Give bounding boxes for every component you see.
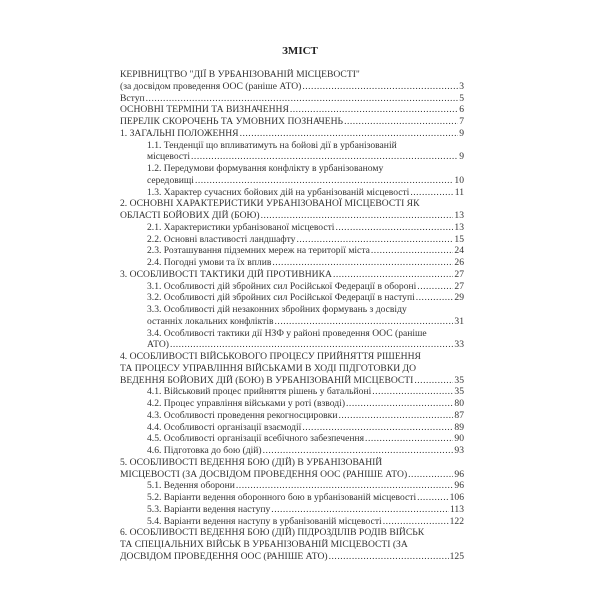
toc-entry[interactable] [120, 116, 464, 128]
toc-entry-text: ТА ПРОЦЕСУ УПРАВЛІННЯ ВІЙСЬКАМИ В ХОДІ ПІДГОТОВКИ ДО [120, 362, 417, 374]
dot-leader [261, 210, 454, 222]
toc-entry-text: АТО) [147, 339, 169, 351]
toc-entry[interactable] [120, 351, 464, 386]
toc-entry-text: 3.1. Особливості дій збройних сил Російської Федерації в обороні [147, 280, 417, 292]
toc-entry[interactable] [120, 234, 464, 246]
toc-entry-text: 4.1. Військовий процес прийняття рішень у батальйоні [147, 386, 372, 398]
dot-leader [296, 234, 453, 246]
toc-entry-text: ВЕДЕННЯ БОЙОВИХ ДІЙ (БОЮ) В УРБАНІЗОВАНІЙ МІСЦЕВОСТІ [120, 374, 414, 386]
page-number: 122 [449, 515, 464, 527]
toc-entry-text: ОСНОВНІ ТЕРМІНИ ТА ВИЗНАЧЕННЯ [120, 104, 289, 116]
page-number: 6 [459, 104, 464, 116]
dot-leader [346, 398, 453, 410]
toc-entry-text: 5.4. Варіанти ведення наступу в урбанізованій місцевості [147, 515, 382, 527]
toc-entry[interactable] [120, 245, 464, 257]
dot-leader [371, 245, 454, 257]
dot-leader [372, 386, 453, 398]
dot-leader [272, 257, 453, 269]
toc-entry-text: ДОСВІДОМ ПРОВЕДЕННЯ ООС (РАНІШЕ АТО) [120, 550, 328, 562]
dot-leader [414, 375, 453, 387]
dot-leader [191, 151, 458, 163]
dot-leader [417, 492, 449, 504]
toc-entry-text: середовищі [147, 174, 194, 186]
dot-leader [338, 410, 453, 422]
page-number: 27 [454, 268, 464, 280]
page-number: 3 [459, 80, 464, 92]
toc-entry-text: 3.3. Особливості дій незаконних збройних формувань з досвіду [147, 304, 407, 315]
toc-entry[interactable] [120, 257, 464, 269]
toc-entry-text: 3.4. Особливості тактики дії НЗФ у районі проведення ООС (раніше [147, 327, 427, 339]
page-number: 33 [454, 339, 464, 351]
page-number: 13 [454, 210, 464, 221]
toc-entry[interactable] [120, 480, 464, 492]
toc-entry-text: МІСЦЕВОСТІ (ЗА ДОСВІДОМ ПРОВЕДЕННЯ ООС (РАНІШЕ АТО) [120, 468, 408, 480]
toc-entry-text: 5. ОСОБЛИВОСТІ ВЕДЕННЯ БОЮ (ДІЙ) В УРБАНІЗОВАНІЙ [120, 456, 383, 468]
dot-leader [365, 433, 453, 445]
dot-leader [146, 93, 459, 105]
toc-entry-text: 5.2. Варіанти ведення оборонного бою в урбанізованій місцевості [147, 492, 417, 503]
toc-entry-text: 2.1. Характеристики урбанізованої місцевості [147, 221, 335, 233]
toc-entry-text: 1.1. Тенденції що впливатимуть на бойові дії в урбанізованій [147, 139, 397, 151]
page-number: 106 [449, 492, 464, 503]
dot-leader [195, 175, 453, 187]
toc-entry[interactable] [120, 104, 464, 116]
page-number: 5 [459, 92, 464, 104]
page-number: 35 [454, 386, 464, 398]
toc-entry[interactable] [120, 187, 464, 199]
dot-leader [271, 504, 449, 516]
dot-leader [302, 81, 458, 93]
toc-entry-text: 2.4. Погодні умови та їх вплив [147, 257, 272, 268]
toc-entry[interactable] [120, 304, 464, 328]
page-number: 96 [454, 480, 464, 492]
page-number: 15 [454, 233, 464, 245]
toc-entry-text: Вступ [120, 92, 145, 104]
page-number: 27 [454, 280, 464, 292]
toc-entry-text: 2.3. Розташування підземних мереж на території міста [147, 245, 370, 257]
toc-entry[interactable] [120, 410, 464, 422]
page-number: 96 [454, 468, 464, 480]
toc-entry[interactable] [120, 328, 464, 352]
dot-leader [170, 339, 453, 351]
dot-leader [417, 281, 453, 293]
toc-entry[interactable] [120, 198, 464, 222]
dot-leader [410, 187, 453, 199]
toc-entry[interactable] [120, 163, 464, 187]
dot-leader [275, 316, 454, 328]
toc-entry[interactable] [120, 128, 464, 140]
page-number: 31 [454, 315, 464, 327]
page-number: 7 [459, 116, 464, 127]
toc-entry[interactable] [120, 269, 464, 281]
toc-entry[interactable] [120, 222, 464, 234]
toc-entry-text: 6. ОСОБЛИВОСТІ ВЕДЕННЯ БОЮ (ДІЙ) ПІДРОЗДІЛІВ РОДІВ ВІЙСЬК [120, 527, 425, 539]
toc-entry[interactable] [120, 292, 464, 304]
toc-entry-text: 3. ОСОБЛИВОСТІ ТАКТИКИ ДІЙ ПРОТИВНИКА [120, 268, 332, 280]
page-number: 125 [449, 550, 464, 562]
page-number: 80 [454, 398, 464, 409]
toc-entry[interactable] [120, 140, 464, 164]
toc-entry-text: 4.2. Процес управління військами у роті (взводі) [147, 398, 346, 409]
dot-leader [236, 480, 454, 492]
toc-entry[interactable] [120, 433, 464, 445]
dot-leader [329, 551, 449, 563]
dot-leader [416, 292, 454, 304]
page-number: 24 [454, 245, 464, 257]
toc-entry-text: ОБЛАСТІ БОЙОВИХ ДІЙ (БОЮ) [120, 210, 260, 221]
toc-entry-text: ПЕРЕЛІК СКОРОЧЕНЬ ТА УМОВНИХ ПОЗНАЧЕНЬ [120, 116, 344, 127]
dot-leader [408, 469, 453, 481]
dot-leader [240, 128, 459, 140]
toc-entry-text: 1. ЗАГАЛЬНІ ПОЛОЖЕННЯ [120, 127, 239, 139]
page-number: 35 [454, 374, 464, 386]
toc-entry-text: 1.2. Передумови формування конфлікту в урбанізованому [147, 163, 384, 174]
toc-entry[interactable] [120, 386, 464, 398]
page-number: 11 [454, 186, 464, 198]
toc-entry-text: місцевості [147, 151, 191, 163]
page-number: 26 [454, 257, 464, 268]
toc-entry-text: КЕРІВНИЦТВО "ДІЇ В УРБАНІЗОВАНІЙ МІСЦЕВОСТІ" [120, 69, 360, 80]
toc-entry[interactable] [120, 492, 464, 504]
page-title: ЗМІСТ [282, 45, 318, 57]
toc-entry[interactable] [120, 398, 464, 410]
toc-entry-text: 5.1. Ведення оборони [147, 480, 235, 492]
toc-entry[interactable] [120, 281, 464, 293]
toc-entry-text: останніх локальних конфліктів [147, 315, 274, 327]
dot-leader [333, 269, 453, 281]
toc-entry[interactable] [120, 527, 464, 562]
toc-entry[interactable] [120, 457, 464, 481]
page-number: 113 [449, 503, 464, 515]
page-number: 9 [459, 127, 464, 139]
toc-entry[interactable] [120, 445, 464, 457]
page-number: 29 [454, 292, 464, 304]
page-number: 89 [454, 421, 464, 433]
page-number: 13 [454, 221, 464, 233]
toc-entry-text: 4.4. Особливості організації взаємодії [147, 421, 302, 433]
page-number: 87 [454, 409, 464, 421]
page-number: 9 [459, 151, 464, 163]
toc-entry[interactable] [120, 93, 464, 105]
toc-entry[interactable] [120, 422, 464, 434]
toc-entry-text: 2.2. Основні властивості ландшафту [147, 233, 296, 245]
toc-entry-text: 3.2. Особливості дій збройних сил Російської Федерації в наступі [147, 292, 415, 304]
toc-entry[interactable] [120, 504, 464, 516]
dot-leader [263, 445, 454, 457]
dot-leader [290, 104, 458, 116]
dot-leader [335, 222, 453, 234]
toc-entry[interactable] [120, 69, 464, 93]
toc-entry-text: 1.3. Характер сучасних бойових дій на урбанізованій місцевості [147, 186, 410, 198]
toc-entry-text: 4. ОСОБЛИВОСТІ ВІЙСЬКОВОГО ПРОЦЕСУ ПРИЙНЯТТЯ РІШЕННЯ [120, 351, 421, 362]
toc-entry-text: 4.3. Особливості проведення рекогносцировки [147, 409, 338, 421]
toc-entry-text: (за досвідом проведення ООС (раніше АТО) [120, 80, 302, 92]
table-of-contents [120, 69, 464, 563]
toc-entry-text: 4.6. Підготовка до бою (дій) [147, 445, 262, 456]
dot-leader [302, 422, 453, 434]
toc-entry[interactable] [120, 516, 464, 528]
toc-entry-text: 2. ОСНОВНІ ХАРАКТЕРИСТИКИ УРБАНІЗОВАНОЇ МІСЦЕВОСТІ ЯК [120, 198, 420, 210]
page-number: 90 [454, 433, 464, 445]
page-number: 93 [454, 445, 464, 456]
page-number: 10 [454, 174, 464, 186]
toc-entry-text: 5.3. Варіанти ведення наступу [147, 503, 271, 515]
toc-entry-text: 4.5. Особливості організації всебічного забезпечення [147, 433, 365, 445]
toc-entry-text: ТА СПЕЦІАЛЬНИХ ВІЙСЬК В УРБАНІЗОВАНІЙ МІСЦЕВОСТІ (ЗА [120, 539, 408, 550]
dot-leader [344, 116, 458, 128]
dot-leader [383, 516, 449, 528]
